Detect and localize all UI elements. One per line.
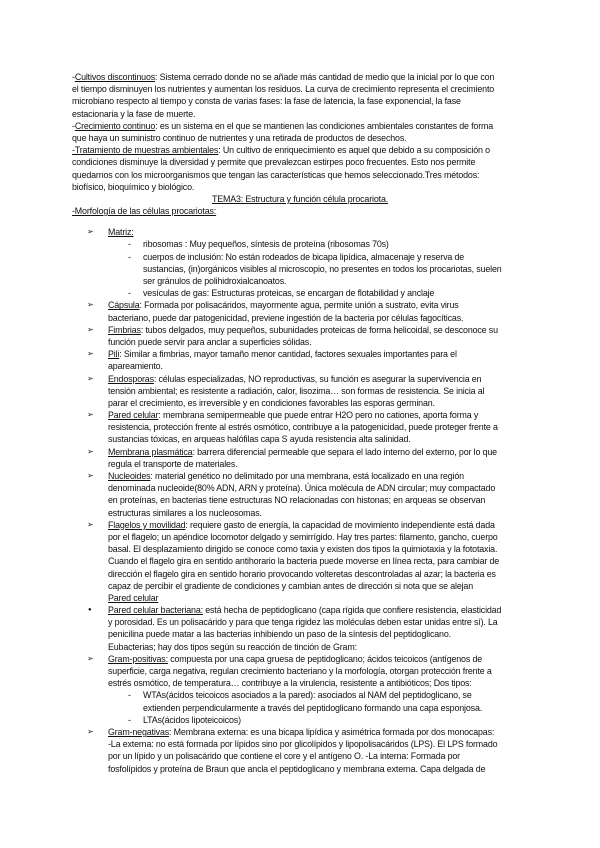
text: bacteriano, puede dar patogenicidad, previene ingestión de la bacteria por células fagocíticas.	[108, 312, 464, 323]
term-heading: Gram-positivas:	[108, 653, 168, 664]
line-text	[143, 689, 472, 701]
text: quedarnos con los microorganismos que tengan las características que hemos seleccionado.Tres métodos:	[72, 169, 480, 180]
text-line	[0, 628, 600, 640]
text: cuerpos de inclusión: No están rodeados de bicapa lipídica, almacenaje y reserva de	[143, 251, 465, 262]
text: WTAs(ácidos teicoicos asociados a la pared): asociados al NAM del peptidoglicano, se	[143, 690, 472, 701]
text-line	[0, 482, 600, 494]
line-text	[72, 83, 494, 95]
line-text	[108, 507, 262, 519]
arrow-bullet-icon: ➢	[87, 653, 94, 663]
arrow-bullet-icon: ➢	[87, 519, 94, 529]
text-line	[0, 120, 600, 132]
arrow-bullet-icon: ➢	[87, 300, 94, 310]
arrow-bullet-icon: ➢	[87, 410, 94, 420]
line-text	[108, 738, 497, 750]
text: : Formada por polisacáridos, mayormente agua, permite unión a sustrato, evita virus	[139, 300, 459, 311]
term-heading: Fimbrias	[108, 324, 141, 335]
line-text	[108, 433, 411, 445]
section-title-text: TEMA3: Estructura y función célula procariota.	[211, 193, 389, 204]
dash-bullet-icon: -	[128, 690, 131, 701]
text: regula el transporte de materiales.	[108, 458, 238, 469]
text-line	[0, 519, 600, 531]
line-text	[143, 275, 286, 287]
prefix: -	[72, 120, 75, 131]
text-line	[0, 750, 600, 762]
text-line	[0, 156, 600, 168]
line-text	[108, 628, 451, 640]
text: condiciones disminuye la diversidad y permite que prevalezcan estirpes poco frecuentes. Esto nos permite	[72, 157, 476, 168]
line-text	[108, 226, 134, 238]
term-heading: Endosporas	[108, 373, 154, 384]
text: : es un sistema en el que se mantienen las condiciones ambientales constantes de forma	[155, 120, 494, 131]
text: penicilina puede matar a las bacterias inhibiendo un paso de la síntesis del peptidoglicano.	[108, 629, 451, 640]
text: extienden perpendicularmente a través del peptidoglicano formando una capa esponjosa.	[143, 702, 483, 713]
text-line	[0, 726, 600, 738]
text-line	[0, 132, 600, 144]
text-line	[0, 275, 600, 287]
document-page	[0, 71, 600, 775]
line-text	[108, 385, 484, 397]
line-text	[108, 373, 481, 385]
term-heading: Pared celular bacteriana:	[108, 605, 203, 616]
text: denominada nucleoide(80% ADN, ARN y proteína). Única molécula de ADN circular; muy compactado	[108, 483, 496, 494]
text-line	[0, 568, 600, 580]
dash-bullet-icon: -	[128, 239, 131, 250]
text-line	[0, 641, 600, 653]
text: en proteínas, en bacterias tiene estructuras NO relacionadas con histonas; en arqueas se observan	[108, 495, 486, 506]
text: ribosomas : Muy pequeños, síntesis de proteína (ribosomas 70s)	[143, 239, 389, 250]
text: LTAs(ácidos lipoteicoicos)	[143, 714, 241, 725]
text-line	[0, 738, 600, 750]
line-text	[108, 299, 459, 311]
text-line	[0, 409, 600, 421]
text: : barrera diferencial permeable que separa el lado interno del externo, por lo que	[192, 446, 497, 457]
line-text	[108, 397, 435, 409]
line-text	[143, 238, 389, 250]
line-text	[108, 409, 478, 421]
line-text	[72, 108, 195, 120]
text-line	[0, 226, 600, 238]
text-line	[0, 531, 600, 543]
text: sustancias, (in)orgánicos visibles al microscopio, no presentes en todos los procariotas, suelen	[143, 263, 502, 274]
line-text	[108, 324, 498, 336]
text: el tiempo disminuyen los nutrientes y aumentan los residuos. La curva de crecimiento representa el crecimiento	[72, 84, 495, 95]
text-line	[0, 360, 600, 372]
term-heading: Cápsula	[108, 300, 140, 311]
term-heading: Pili	[108, 349, 120, 360]
line-text	[108, 519, 495, 531]
line-text	[108, 726, 494, 738]
arrow-bullet-icon: ➢	[87, 373, 94, 383]
text-line	[0, 458, 600, 470]
line-text	[108, 653, 482, 665]
line-text	[108, 616, 498, 628]
term-heading: Crecimiento continuo	[74, 120, 156, 131]
text: : Similar a fimbrias, mayor tamaño menor cantidad, factores sexuales importantes para el	[119, 349, 457, 360]
line-text	[72, 95, 461, 107]
text: compuesta por una capa gruesa de peptidoglicano; ácidos teicoicos (antígenos de	[167, 653, 483, 664]
text-line	[0, 653, 600, 665]
text: estrés osmótico, de temperatura… contribuye a la virulencia, resistente a antibióticos; Dos tipos:	[108, 678, 472, 689]
text: Eubacterias; hay dos tipos según su reacción de tinción de Gram:	[108, 641, 357, 652]
text-line	[0, 555, 600, 567]
text: : Sistema cerrado donde no se añade más cantidad de medio que la inicial por lo que con	[155, 72, 495, 82]
term-heading: Nucleoides	[108, 471, 151, 481]
text: parar el crecimiento, es irreversible y en condiciones favorables las esporas germinan.	[108, 397, 435, 408]
line-text	[72, 120, 493, 132]
text: : material genético no delimitado por una membrana, está localizado en una región	[150, 471, 464, 481]
text: : células especializadas, NO reproductivas, su función es asegurar la supervivencia en	[153, 373, 482, 384]
term-heading: Cultivos discontinuos	[74, 72, 156, 82]
text-line	[0, 373, 600, 385]
text: Cuando el flagelo gira en sentido antihorario la bacteria puede moverse en línea recta, para cambiar de	[108, 556, 500, 567]
text-line	[0, 677, 600, 689]
line-text	[143, 714, 241, 726]
dash-bullet-icon: -	[128, 251, 131, 262]
text-line	[0, 580, 600, 592]
text-line	[0, 446, 600, 458]
arrow-bullet-icon: ➢	[87, 446, 94, 456]
line-text	[108, 592, 158, 604]
text: estructuras similares a los nucleosomas.	[108, 507, 262, 518]
text: : requiere gasto de energía, la capacidad de movimiento independiente está dada	[185, 519, 495, 530]
text: que haya un suministro continuo de nutrientes y una retirada de productos de desechos.	[72, 132, 407, 143]
text-line	[0, 263, 600, 275]
text: : membrana semipermeable que puede entrar H2O pero no cationes, aporta forma y	[158, 410, 479, 421]
text: biofísico, bioquímico y biológico.	[72, 181, 195, 192]
text-line	[0, 336, 600, 348]
dot-bullet-icon: ●	[88, 607, 92, 614]
prefix: -	[72, 72, 75, 82]
term-heading: Flagelos y movilidad	[108, 519, 186, 530]
line-text	[143, 251, 464, 263]
text: fosfolípidos y proteína de Braun que ancla el peptidoglicano y membrana externa. Capa delgada de	[108, 763, 486, 774]
line-text	[108, 750, 460, 762]
text-line	[0, 616, 600, 628]
dash-bullet-icon: -	[128, 714, 131, 725]
text: estacionaria y la fase de muerte.	[72, 108, 196, 119]
text-line	[0, 83, 600, 95]
line-text	[72, 169, 479, 181]
line-text	[108, 604, 501, 616]
text-line	[0, 689, 600, 701]
text: función puede servir para anclar a superficies sólidas.	[108, 336, 312, 347]
line-text	[143, 287, 434, 299]
text: ser gránulos de polihidroxialcanoatos.	[143, 276, 287, 286]
text-line	[0, 238, 600, 250]
text: sustancias tóxicas, en arqueas halófilas capa S ayuda resistencia alta salinidad.	[108, 434, 411, 445]
term-heading: Pared celular	[108, 592, 159, 603]
text-line	[0, 665, 600, 677]
text-line	[0, 324, 600, 336]
text-line	[0, 348, 600, 360]
text-line	[0, 592, 600, 604]
dash-bullet-icon: -	[128, 288, 131, 299]
text-line	[0, 144, 600, 156]
spacer	[0, 217, 600, 226]
line-text	[72, 132, 406, 144]
text: por el flagelo; un apéndice locomotor delgado y semirrígido. Hay tres partes: filamento, gancho, cuerpo	[108, 531, 498, 542]
text-line	[0, 494, 600, 506]
line-text	[72, 205, 216, 217]
line-text	[108, 543, 497, 555]
text-line	[0, 702, 600, 714]
text-line	[0, 604, 600, 616]
line-text	[72, 156, 475, 168]
arrow-bullet-icon: ➢	[87, 726, 94, 736]
text-line	[0, 470, 600, 482]
line-text	[108, 763, 485, 775]
text-line	[0, 71, 600, 83]
arrow-bullet-icon: ➢	[87, 349, 94, 359]
text: por un lípido y un polisacárido que contiene el core y el antígeno O. -La interna: Formada por	[108, 751, 460, 762]
text: -La externa: no está formada por lípidos sino por glicolípidos y lipopolisacáridos (LPS). El LPS formado	[108, 739, 498, 750]
term-heading: Pared celular	[108, 410, 159, 421]
text: y porosidad. Es un polisacárido y para que tenga rigidez las moléculas deben estar unidas entre sí). La	[108, 617, 498, 628]
text-line	[0, 108, 600, 120]
text-line	[0, 251, 600, 263]
arrow-bullet-icon: ➢	[87, 227, 94, 237]
line-text	[72, 144, 490, 156]
arrow-bullet-icon: ➢	[87, 471, 94, 480]
text: vesículas de gas: Estructuras proteicas, se encargan de flotabilidad y anclaje	[143, 288, 435, 299]
text: capaz de percibir el gradiente de condiciones y cambian antes de dirección si nota que se alejan	[108, 580, 473, 591]
text-line	[0, 95, 600, 107]
term-heading: Membrana plasmática	[108, 446, 193, 457]
line-text	[108, 555, 499, 567]
term-heading: -Morfología de las células procariotas:	[72, 206, 217, 217]
line-text	[108, 482, 495, 494]
text-line	[0, 312, 600, 324]
text-line	[0, 287, 600, 299]
text: apareamiento.	[108, 361, 163, 372]
line-text	[108, 677, 472, 689]
text-line	[0, 433, 600, 445]
text-line	[0, 507, 600, 519]
text: resistencia, protección frente al estrés osmótico, contribuye a la patogenicidad, puede proteger frente a	[108, 422, 498, 433]
text: microbiano respecto al tiempo y consta de varias fases: la fase de latencia, la fase exponencial, la fase	[72, 96, 461, 107]
line-text	[108, 336, 311, 348]
line-text	[108, 446, 497, 458]
text: tensión ambiental; es resistente a radiación, calor, lisozima… son formas de resistencia. Se inicia al	[108, 385, 485, 396]
text: dirección el flagelo gira en sentido horario provocando volteretas descontroladas al azar; la bacteria es	[108, 568, 496, 579]
text-line	[0, 421, 600, 433]
line-text	[72, 181, 194, 193]
line-text	[72, 71, 494, 83]
line-text	[108, 312, 463, 324]
line-text	[108, 580, 473, 592]
text-line	[0, 205, 600, 217]
term-heading: -Tratamiento de muestras ambientales	[72, 145, 219, 156]
text-line	[0, 299, 600, 311]
text: está hecha de peptidoglicano (capa rígida que confiere resistencia, elasticidad	[202, 605, 502, 616]
line-text	[143, 263, 502, 275]
line-text	[108, 458, 237, 470]
line-text	[108, 641, 357, 653]
text-line	[0, 714, 600, 726]
text-line	[0, 397, 600, 409]
text: basal. El desplazamiento dirigido se conoce como taxia y existen dos tipos la quimiotaxia y la fototaxia.	[108, 544, 498, 555]
line-text	[143, 702, 482, 714]
line-text	[108, 494, 485, 506]
text-line	[0, 543, 600, 555]
text: : tubos delgados, muy pequeños, subunidades proteicas de forma helicoidal, se desconoce su	[140, 324, 498, 335]
line-text	[108, 360, 163, 372]
section-title	[0, 193, 600, 205]
text-line	[0, 763, 600, 775]
text: superficie, carga negativa, regulan crecimiento bacteriano y la morfología, otorgan protección frente a	[108, 666, 492, 676]
text-line	[0, 181, 600, 193]
term-heading: Gram-negativas	[108, 726, 170, 737]
text: : Membrana externa: es una bicapa lipídica y asimétrica formada por dos monocapas:	[169, 726, 495, 737]
text-line	[0, 169, 600, 181]
text: : Un cultivo de enriquecimiento es aquel que debido a su composición o	[218, 145, 490, 156]
line-text	[108, 421, 498, 433]
arrow-bullet-icon: ➢	[87, 324, 94, 334]
text-line	[0, 385, 600, 397]
line-text	[108, 348, 457, 360]
line-text	[108, 531, 498, 543]
term-heading: Matriz:	[108, 227, 134, 238]
line-text	[108, 470, 464, 482]
line-text	[108, 665, 492, 677]
line-text	[108, 568, 496, 580]
